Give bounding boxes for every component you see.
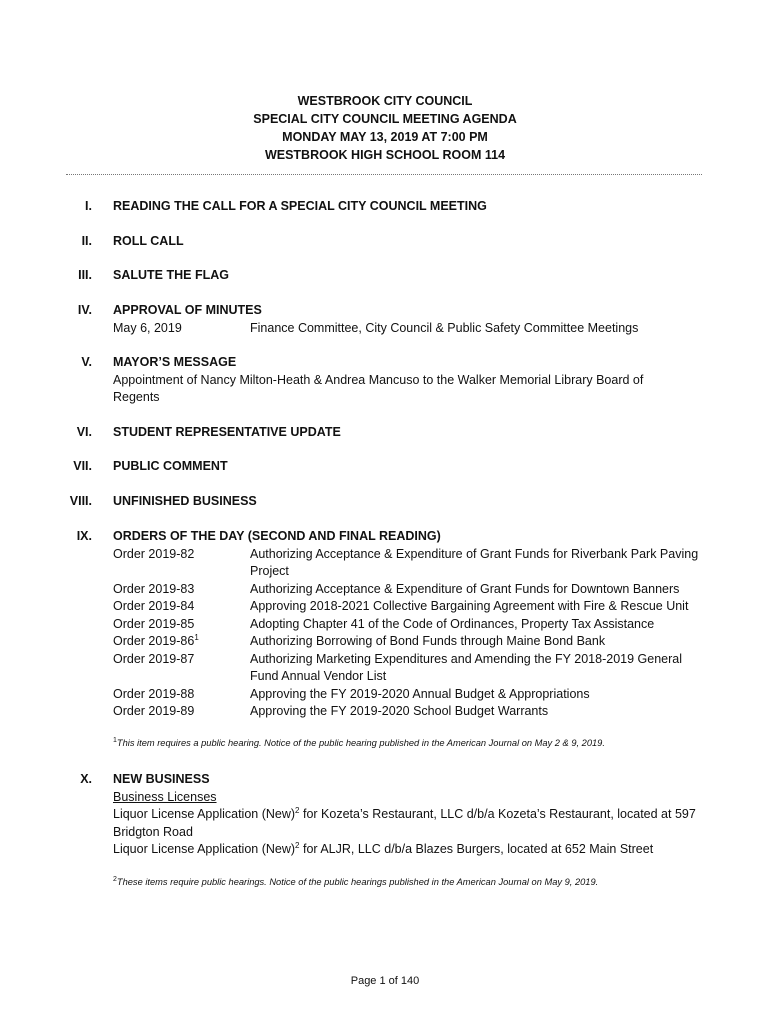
section-title: UNFINISHED BUSINESS — [113, 494, 257, 508]
section-title: NEW BUSINESS — [113, 772, 210, 786]
order-description-cont: Project — [250, 564, 289, 578]
order-description: Authorizing Marketing Expenditures and Amending the FY 2018-2019 General — [250, 651, 682, 666]
section-number: VII. — [73, 459, 92, 473]
agenda-header — [0, 92, 770, 164]
license-item-2 — [113, 841, 653, 859]
order-id: Order 2019-84 — [113, 599, 195, 613]
section-number: IX. — [76, 529, 92, 543]
license-item-1 — [113, 806, 696, 824]
section-title: APPROVAL OF MINUTES — [113, 303, 262, 317]
section-title: ORDERS OF THE DAY (SECOND AND FINAL READING) — [113, 529, 441, 543]
license-item-text: for ALJR, LLC d/b/a Blazes Burgers, located at 652 Main Street — [299, 842, 654, 856]
footnote-2 — [113, 877, 598, 887]
mayor-message-text-cont: Regents — [113, 390, 160, 404]
header-divider — [66, 174, 702, 175]
license-item-1-cont: Bridgton Road — [113, 824, 193, 839]
footnote-text: This item requires a public hearing. Notice of the public hearing published in the American Journal on May 2 & 9, 2019. — [116, 738, 605, 748]
section-number: VIII. — [69, 494, 92, 508]
footnote-marker: 2 — [113, 876, 117, 883]
section-title: STUDENT REPRESENTATIVE UPDATE — [113, 425, 341, 439]
section-number: III. — [78, 268, 92, 282]
order-id: Order 2019-89 — [113, 704, 195, 718]
meeting-date: MONDAY MAY 13, 2019 AT 7:00 PM — [282, 130, 488, 144]
mayor-message-text: Appointment of Nancy Milton-Heath & Andrea Mancuso to the Walker Memorial Library Board of — [113, 372, 644, 387]
license-item-text: Liquor License Application (New) — [113, 842, 296, 856]
section-title: ROLL CALL — [113, 234, 184, 248]
footnote-1 — [113, 738, 605, 748]
order-description: Authorizing Acceptance & Expenditure of Grant Funds for Downtown Banners — [250, 581, 680, 596]
order-id: Order 2019-83 — [113, 581, 195, 596]
footnote-text: These items require public hearings. Notice of the public hearings published in the American Journal on May 9, 2019. — [116, 877, 599, 887]
section-number: V. — [81, 355, 92, 369]
section-number: VI. — [76, 425, 92, 439]
order-description: Authorizing Acceptance & Expenditure of Grant Funds for Riverbank Park Paving — [250, 546, 699, 561]
footnote-marker: 2 — [295, 841, 300, 850]
order-description: Approving 2018-2021 Collective Bargaining Agreement with Fire & Rescue Unit — [250, 599, 689, 613]
section-title: PUBLIC COMMENT — [113, 459, 228, 473]
order-description-cont: Fund Annual Vendor List — [250, 669, 387, 683]
meeting-location: WESTBROOK HIGH SCHOOL ROOM 114 — [264, 148, 506, 162]
footnote-marker: 2 — [295, 806, 300, 815]
footnote-marker: 1 — [194, 633, 199, 642]
section-number: II. — [81, 234, 92, 248]
subsection-heading: Business Licenses — [113, 789, 217, 804]
order-description: Authorizing Borrowing of Bond Funds through Maine Bond Bank — [250, 634, 606, 648]
section-title: READING THE CALL FOR A SPECIAL CITY COUNCIL MEETING — [113, 199, 487, 213]
minutes-date: May 6, 2019 — [113, 320, 182, 335]
order-description: Approving the FY 2019-2020 Annual Budget & Appropriations — [250, 686, 590, 701]
order-id: Order 2019-82 — [113, 546, 195, 561]
council-name: WESTBROOK CITY COUNCIL — [297, 94, 473, 108]
footnote-marker: 1 — [113, 737, 117, 744]
section-number: I. — [85, 199, 92, 213]
meeting-type: SPECIAL CITY COUNCIL MEETING AGENDA — [253, 112, 517, 126]
order-id: Order 2019-87 — [113, 651, 195, 666]
order-id: Order 2019-86 — [113, 634, 195, 648]
license-item-text: Liquor License Application (New) — [113, 807, 296, 821]
order-description: Approving the FY 2019-2020 School Budget Warrants — [250, 704, 549, 718]
order-id: Order 2019-85 — [113, 616, 195, 631]
section-title: MAYOR’S MESSAGE — [113, 355, 237, 369]
order-description: Adopting Chapter 41 of the Code of Ordinances, Property Tax Assistance — [250, 616, 655, 631]
section-number: X. — [80, 772, 92, 786]
section-title: SALUTE THE FLAG — [113, 268, 229, 282]
order-id: Order 2019-88 — [113, 686, 195, 701]
page-number: Page 1 of 140 — [350, 975, 420, 987]
order-id-with-footnote — [113, 633, 199, 651]
section-number: IV. — [77, 303, 92, 317]
license-item-text: for Kozeta’s Restaurant, LLC d/b/a Kozeta’s Restaurant, located at 597 — [299, 807, 696, 821]
minutes-description: Finance Committee, City Council & Public Safety Committee Meetings — [250, 320, 639, 335]
